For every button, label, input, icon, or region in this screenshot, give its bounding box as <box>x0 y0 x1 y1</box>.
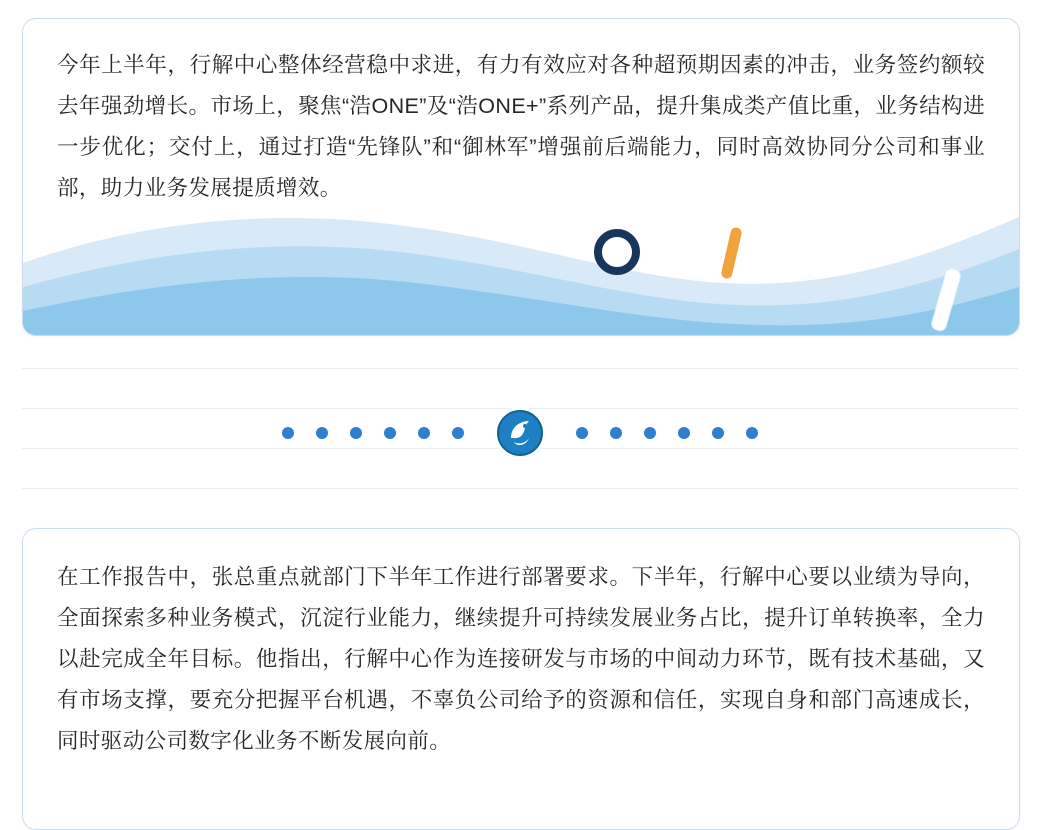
bottom-card-paragraph: 在工作报告中，张总重点就部门下半年工作进行部署要求。下半年，行解中心要以业绩为导向，全面探索多种业务模式，沉淀行业能力，继续提升可持续发展业务占比，提升订单转换率，全力以赴完成全年目标。他指出，行解中心作为连接研发与市场的中间动力环节，既有技术基础，又有市场支撑，要充分把握平台机遇，不辜负公司给予的资源和信任，实现自身和部门高速成长，同时驱动公司数字化业务不断发展向前。 <box>57 565 985 753</box>
top-card-paragraph: 今年上半年，行解中心整体经营稳中求进，有力有效应对各种超预期因素的冲击，业务签约额较去年强劲增长。市场上，聚焦“浩ONE”及“浩ONE+”系列产品，提升集成类产值比重，业务结构进一步优化；交付上，通过打造“先锋队”和“御林军”增强前后端能力，同时高效协同分公司和事业部，助力业务发展提质增效。 <box>57 53 985 200</box>
company-logo-icon <box>494 407 546 459</box>
divider-dot <box>610 427 622 439</box>
divider-dot <box>452 427 464 439</box>
top-content-card <box>22 18 1020 336</box>
divider-dot <box>350 427 362 439</box>
divider-dot <box>678 427 690 439</box>
divider-dot <box>576 427 588 439</box>
orange-bar-decoration-icon <box>720 226 742 279</box>
divider-dot <box>418 427 430 439</box>
ring-decoration-icon <box>594 229 640 275</box>
divider-rule <box>22 488 1018 489</box>
divider-dot <box>746 427 758 439</box>
divider-dots-row <box>22 398 1018 468</box>
divider-dot <box>644 427 656 439</box>
divider-dot <box>712 427 724 439</box>
divider-dot <box>282 427 294 439</box>
divider-dot <box>316 427 328 439</box>
divider-rule <box>22 368 1018 369</box>
bottom-content-card <box>22 528 1020 830</box>
divider-dot <box>384 427 396 439</box>
white-bar-decoration-icon <box>931 268 962 331</box>
divider-band <box>22 360 1018 510</box>
